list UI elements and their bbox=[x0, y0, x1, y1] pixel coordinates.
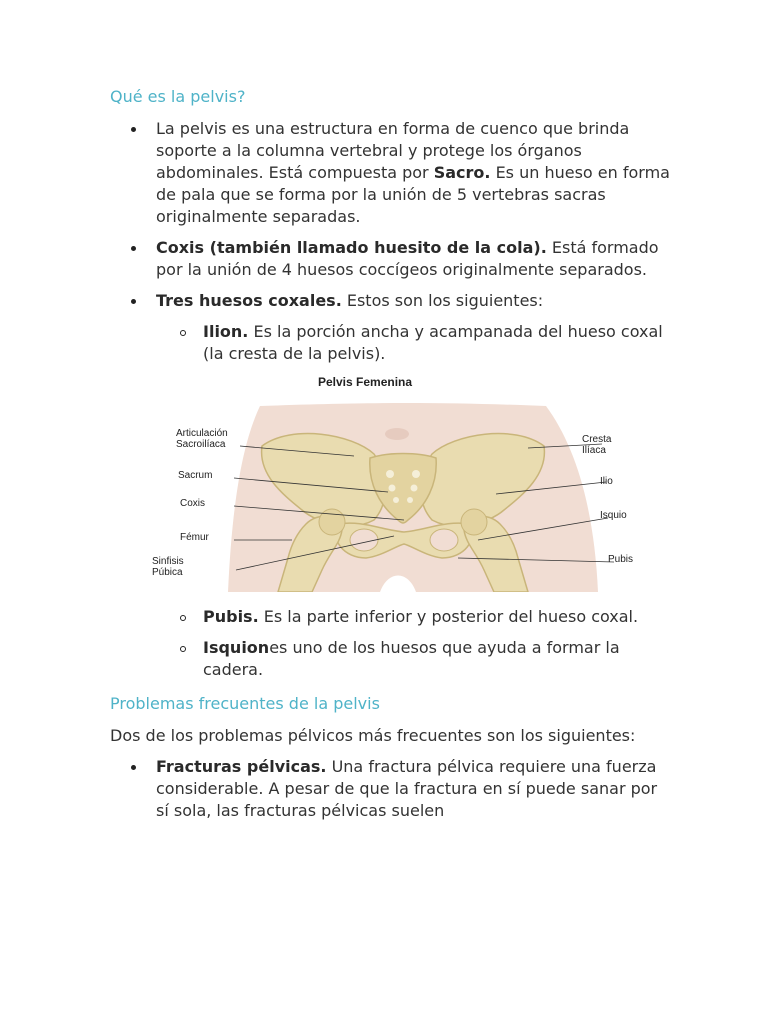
right-femur-head bbox=[461, 509, 487, 535]
label-isquio: Isquio bbox=[600, 510, 627, 521]
item-text: La pelvis es una estructura en forma de cuenco que brinda soporte a la columna vertebral y protege los órganos abdominales. Está compuesta por bbox=[156, 119, 630, 182]
sub-item-pubis bbox=[110, 606, 670, 628]
sub-item-ilion bbox=[110, 321, 670, 365]
item-text: Estos son los siguientes: bbox=[341, 291, 544, 310]
item-bold: Pubis. bbox=[203, 607, 259, 626]
bullet-dot bbox=[131, 299, 136, 304]
label-cresta: Cresta bbox=[582, 434, 612, 445]
bullet-dot bbox=[131, 765, 136, 770]
item-bold: Tres huesos coxales. bbox=[156, 291, 342, 310]
section-heading-problemas: Problemas frecuentes de la pelvis bbox=[110, 694, 380, 713]
label-sacrum: Sacrum bbox=[178, 470, 213, 481]
left-femur-head bbox=[319, 509, 345, 535]
item-bold: Fracturas pélvicas. bbox=[156, 757, 327, 776]
list-item-fracturas bbox=[110, 756, 670, 822]
item-text: Una fractura pélvica requiere una fuerza considerable. A pesar de que la fractura en sí puede sanar por sí sola, las fracturas pélvicas suelen bbox=[156, 757, 658, 820]
bullet-dot bbox=[131, 246, 136, 251]
pelvis-illustration bbox=[142, 374, 662, 592]
label-coxis: Coxis bbox=[180, 498, 206, 509]
label-sinfisis: Sinfisis bbox=[152, 556, 184, 567]
label-pubica: Púbica bbox=[152, 567, 183, 578]
label-articulacion: Articulación bbox=[176, 428, 228, 439]
sub-bullet bbox=[180, 330, 186, 336]
right-obturator bbox=[430, 529, 458, 551]
label-pubis: Pubis bbox=[608, 554, 634, 565]
item-bold: Sacro. bbox=[433, 163, 491, 182]
list-item-huesos-coxales bbox=[110, 290, 670, 312]
label-femur: Fémur bbox=[180, 532, 209, 543]
sub-bullet bbox=[180, 646, 186, 652]
item-text: Es la porción ancha y acampanada del hueso coxal (la cresta de la pelvis). bbox=[203, 322, 663, 363]
bullet-list-problemas bbox=[110, 756, 670, 822]
item-text: es uno de los huesos que ayuda a formar la cadera. bbox=[203, 638, 620, 679]
sub-list-ilion bbox=[110, 321, 670, 365]
sub-list-pubis-isquion bbox=[110, 606, 670, 681]
item-bold: Isquion bbox=[203, 638, 270, 657]
list-item-coxis bbox=[110, 237, 670, 281]
item-bold: Coxis (también llamado huesito de la cola). bbox=[156, 238, 547, 257]
label-sacroiliaca: Sacroilíaca bbox=[176, 439, 226, 450]
section-heading-pelvis: Qué es la pelvis? bbox=[110, 87, 246, 106]
figure-title: Pelvis Femenina bbox=[318, 375, 413, 389]
bullet-dot bbox=[131, 127, 136, 132]
bullet-list-pelvis bbox=[110, 118, 670, 312]
item-text: Está formado por la unión de 4 huesos coccígeos originalmente separados. bbox=[156, 238, 659, 279]
label-iliaca: Ilíaca bbox=[582, 445, 606, 456]
item-bold: Ilion. bbox=[203, 322, 249, 341]
list-item-sacro bbox=[110, 118, 670, 228]
label-ilio: Ilio bbox=[600, 476, 613, 487]
pelvis-figure bbox=[142, 374, 662, 592]
document-page bbox=[110, 86, 670, 831]
item-text: Es un hueso en forma de pala que se forma por la unión de 5 vertebras sacras originalmente separadas. bbox=[156, 163, 670, 226]
item-text: Es la parte inferior y posterior del hueso coxal. bbox=[258, 607, 639, 626]
intro-paragraph: Dos de los problemas pélvicos más frecuentes son los siguientes: bbox=[110, 726, 636, 745]
sub-bullet bbox=[180, 615, 186, 621]
sub-item-isquion bbox=[110, 637, 670, 681]
navel bbox=[385, 428, 409, 440]
